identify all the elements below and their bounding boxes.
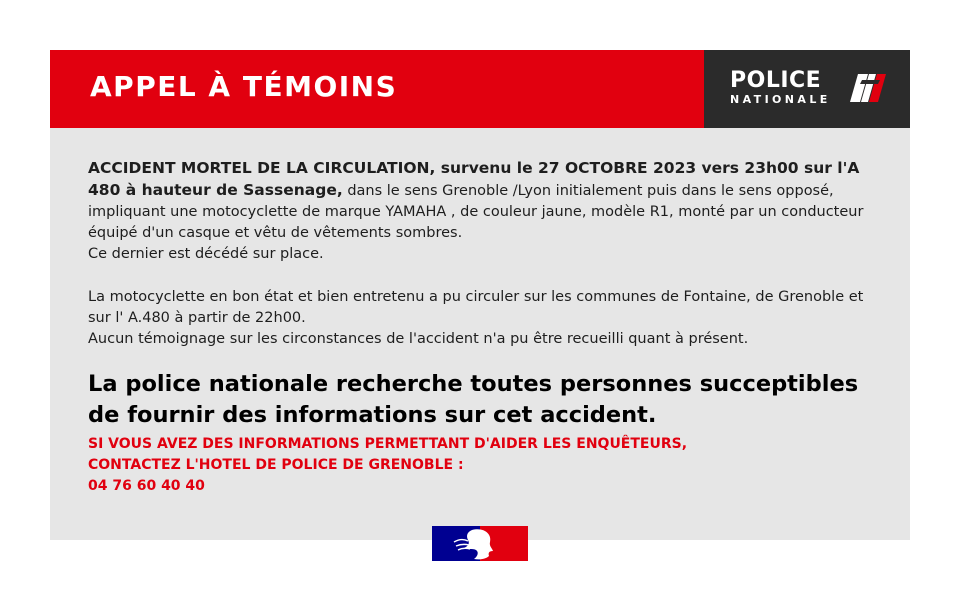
- content-panel: [50, 128, 910, 540]
- accident-description: [88, 158, 878, 265]
- witness-status: Aucun témoignage sur les circonstances de l'accident n'a pu être recueilli quant à présent.: [88, 331, 749, 347]
- vehicle-info: [88, 287, 878, 350]
- marianne-flag-icon: [432, 526, 528, 561]
- vehicle-route: La motocyclette en bon état et bien entretenu a pu circuler sur les communes de Fontaine, de Grenoble et sur l' A.480 à partir de 22h00.: [88, 289, 864, 326]
- logo-text-nationale: NATIONALE: [730, 93, 831, 106]
- appeal-headline: La police nationale recherche toutes personnes succeptibles de fournir des informations sur cet accident.: [88, 371, 859, 428]
- logo-text-police: POLICE: [730, 68, 822, 93]
- title-bar: [50, 50, 704, 128]
- phone-number[interactable]: 04 76 60 40 40: [88, 478, 205, 494]
- page-title: APPEL À TÉMOINS: [90, 70, 398, 103]
- police-nationale-emblem-icon: [850, 72, 886, 104]
- accident-date-location: survenu le 27 OCTOBRE 2023 vers 23h00 sur l'A 480 à hauteur de Sassenage,: [88, 159, 860, 199]
- contact-line-1: SI VOUS AVEZ DES INFORMATIONS PERMETTANT D'AIDER LES ENQUÊTEURS,: [88, 436, 688, 452]
- contact-line-2: CONTACTEZ L'HOTEL DE POLICE DE GRENOBLE :: [88, 457, 464, 473]
- police-logo-block: [704, 50, 910, 128]
- police-logo: [730, 70, 831, 107]
- contact-info: [88, 434, 888, 497]
- victim-status: Ce dernier est décédé sur place.: [88, 246, 324, 262]
- header-banner: [50, 50, 910, 128]
- accident-type: ACCIDENT MORTEL DE LA CIRCULATION,: [88, 159, 436, 177]
- accident-details: dans le sens Grenoble /Lyon initialement puis dans le sens opposé, impliquant une motocyclette de marque YAMAHA , de couleur jaune, modèle R1, monté par un conducteur équipé d'un casque et vêtu de vêtements sombres.: [88, 183, 864, 241]
